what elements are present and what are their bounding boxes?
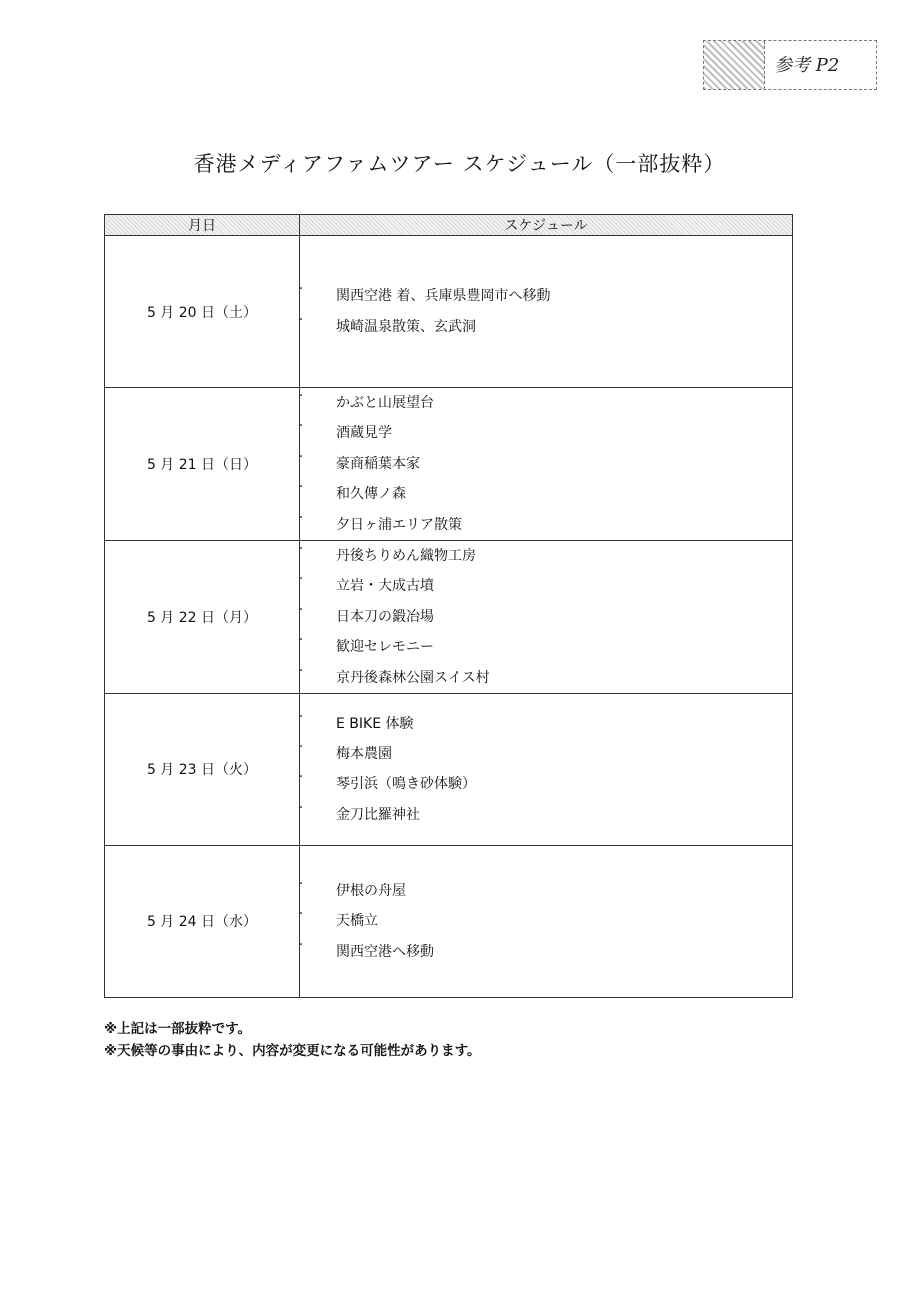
table-row (105, 236, 793, 388)
table-row (105, 845, 793, 997)
header-schedule: スケジュール (300, 215, 793, 236)
schedule-item: ・ 天橋立 (300, 906, 792, 936)
row-date: 5 月 23 日（火） (105, 693, 300, 845)
stamp-handwritten-note: 参考 P2 (774, 55, 840, 76)
schedule-item: ・ E BIKE 体験 (300, 709, 792, 739)
table-header-row (105, 215, 793, 236)
page-title: 香港メディアファムツアー スケジュール（一部抜粋） (193, 152, 726, 176)
schedule-item: ・ 酒蔵見学 (300, 418, 792, 448)
schedule-item: ・ 歓迎セレモニー (300, 632, 792, 662)
notes (104, 1018, 481, 1062)
schedule-item: ・ 関西空港へ移動 (300, 937, 792, 967)
schedule-item: ・ 豪商稲葉本家 (300, 449, 792, 479)
schedule-item-list (300, 541, 792, 693)
row-date: 5 月 20 日（土） (105, 236, 300, 388)
note-line: ※上記は一部抜粋です。 (104, 1021, 252, 1037)
schedule-item-list (300, 388, 792, 540)
reference-stamp (703, 40, 877, 90)
schedule-item: ・ 丹後ちりめん織物工房 (300, 541, 792, 571)
schedule-item: ・ 日本刀の鍛冶場 (300, 602, 792, 632)
schedule-item: ・ 梅本農園 (300, 739, 792, 769)
schedule-item: ・ 伊根の舟屋 (300, 876, 792, 906)
table-row (105, 388, 793, 541)
stamp-seal (704, 41, 765, 89)
schedule-item-list (300, 876, 792, 967)
row-schedule (300, 540, 793, 693)
schedule-item-list (300, 281, 792, 342)
schedule-body (105, 236, 793, 998)
row-schedule (300, 845, 793, 997)
schedule-item: ・ 京丹後森林公園スイス村 (300, 663, 792, 693)
schedule-item: ・ 関西空港 着、兵庫県豊岡市へ移動 (300, 281, 792, 311)
table-row (105, 540, 793, 693)
schedule-item: ・ 城崎温泉散策、玄武洞 (300, 312, 792, 342)
schedule-item: ・ かぶと山展望台 (300, 388, 792, 418)
schedule-item-list (300, 709, 792, 831)
schedule-item: ・ 夕日ヶ浦エリア散策 (300, 510, 792, 540)
header-date: 月日 (105, 215, 300, 236)
table-row (105, 693, 793, 845)
row-date: 5 月 21 日（日） (105, 388, 300, 541)
schedule-item: ・ 金刀比羅神社 (300, 800, 792, 830)
row-schedule (300, 236, 793, 388)
schedule-table (104, 214, 793, 998)
row-date: 5 月 24 日（水） (105, 845, 300, 997)
row-date: 5 月 22 日（月） (105, 540, 300, 693)
schedule-item: ・ 琴引浜（鳴き砂体験） (300, 769, 792, 799)
row-schedule (300, 388, 793, 541)
schedule-item: ・ 立岩・大成古墳 (300, 571, 792, 601)
note-line: ※天候等の事由により、内容が変更になる可能性があります。 (104, 1043, 481, 1059)
row-schedule (300, 693, 793, 845)
schedule-item: ・ 和久傳ノ森 (300, 479, 792, 509)
